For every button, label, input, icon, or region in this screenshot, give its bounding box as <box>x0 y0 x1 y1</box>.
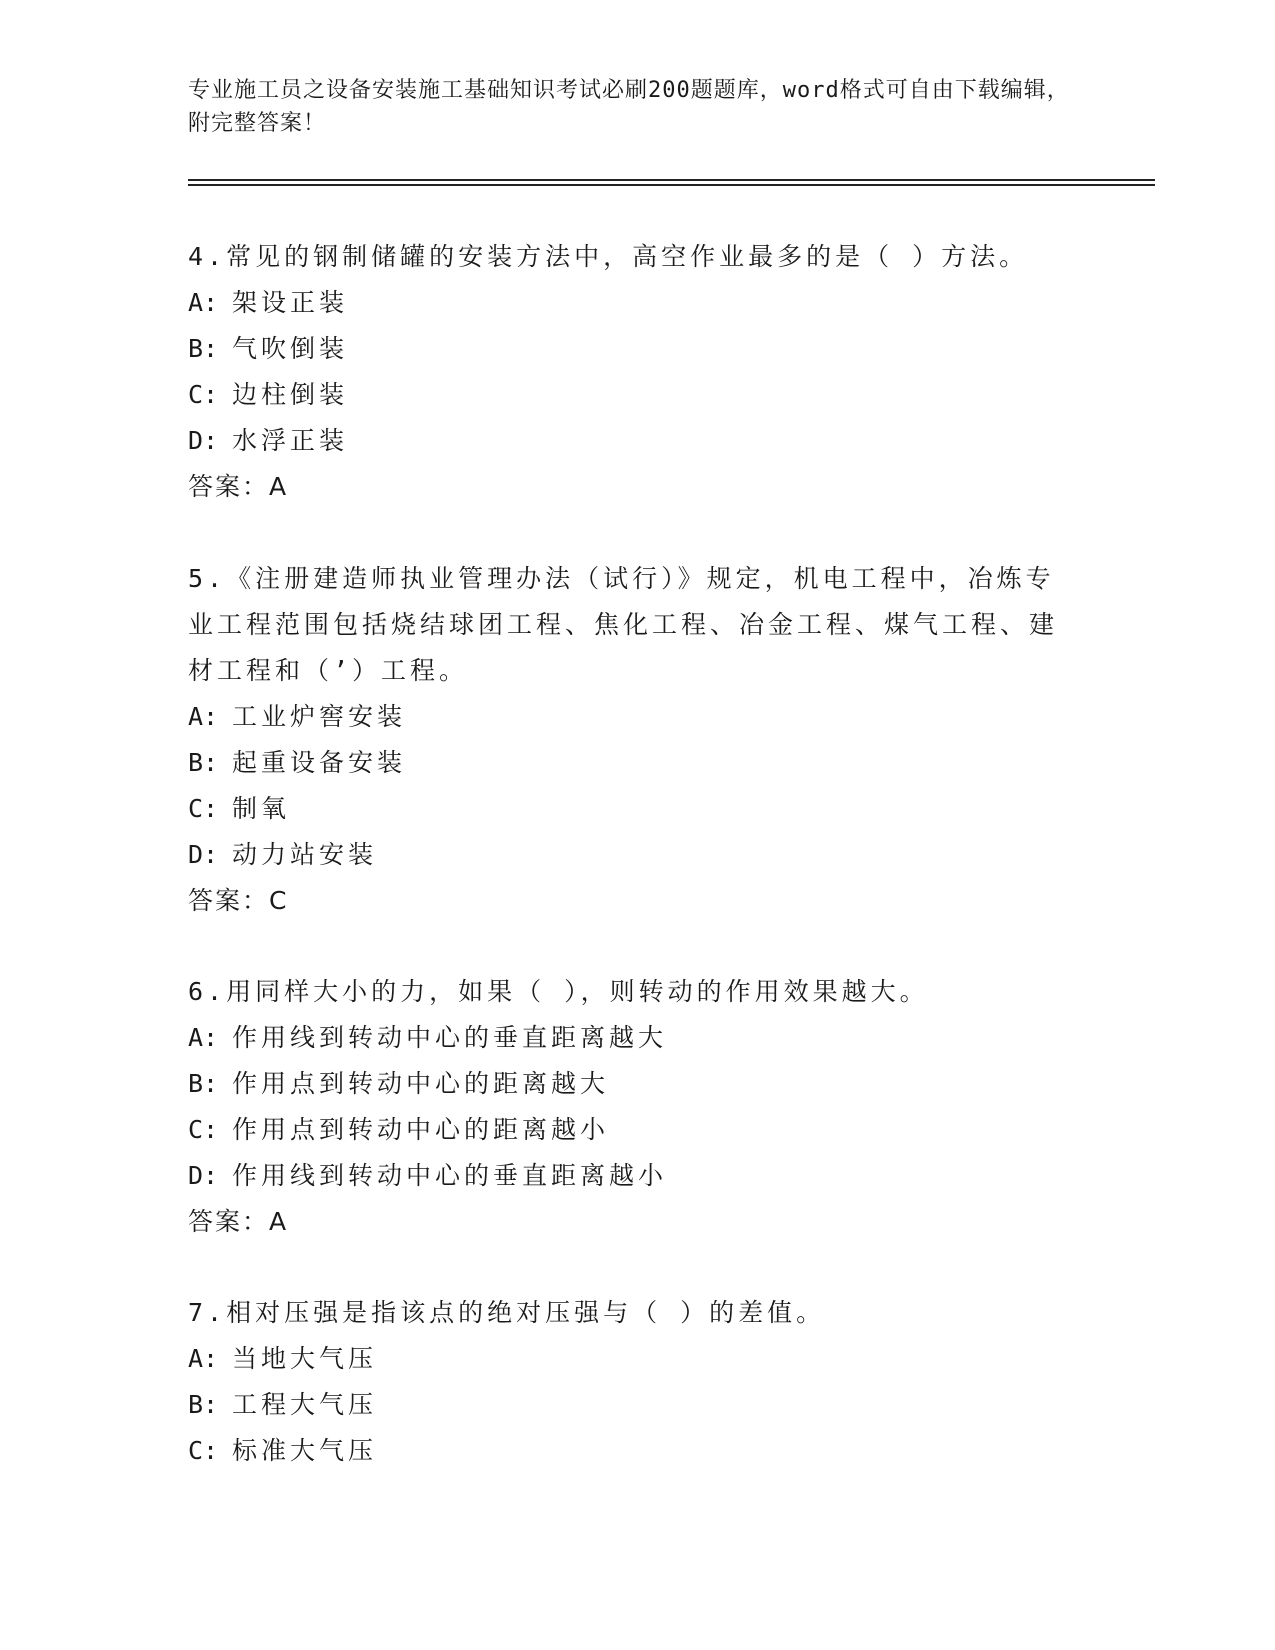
option-letter: D: <box>188 426 219 455</box>
option-text: 边柱倒装 <box>232 380 349 409</box>
option-d <box>188 418 1068 464</box>
question-stem: 4.常见的钢制储罐的安装方法中，高空作业最多的是（ ）方法。 <box>188 242 1029 271</box>
document-header: 专业施工员之设备安装施工基础知识考试必刷200题题库，word格式可自由下载编辑，附完整答案！ <box>188 78 1070 136</box>
option-a <box>188 1336 1068 1382</box>
option-text: 作用线到转动中心的垂直距离越大 <box>232 1023 668 1052</box>
question-stem: 7.相对压强是指该点的绝对压强与（ ）的差值。 <box>188 1298 826 1327</box>
option-text: 工业炉窖安装 <box>232 702 407 731</box>
option-text: 当地大气压 <box>232 1344 378 1373</box>
option-text: 起重设备安装 <box>232 748 407 777</box>
option-c <box>188 1428 1068 1474</box>
option-text: 作用点到转动中心的距离越大 <box>232 1069 610 1098</box>
answer-line: 答案：A <box>188 1207 289 1236</box>
option-letter: C: <box>188 794 219 823</box>
option-text: 制氧 <box>232 794 291 823</box>
option-b <box>188 326 1068 372</box>
option-a <box>188 694 1068 740</box>
question-7 <box>188 1290 1068 1474</box>
question-stem: 5.《注册建造师执业管理办法（试行）》规定，机电工程中，冶炼专业工程范围包括烧结球团工程、焦化工程、冶金工程、煤气工程、建材工程和（’）工程。 <box>188 564 1059 685</box>
question-stem: 6.用同样大小的力，如果（ ），则转动的作用效果越大。 <box>188 977 929 1006</box>
option-text: 作用点到转动中心的距离越小 <box>232 1115 610 1144</box>
option-text: 作用线到转动中心的垂直距离越小 <box>232 1161 668 1190</box>
option-d <box>188 832 1068 878</box>
question-5 <box>188 556 1068 924</box>
question-6 <box>188 969 1068 1245</box>
answer-line: 答案：C <box>188 886 289 915</box>
option-text: 气吹倒装 <box>232 334 349 363</box>
option-text: 水浮正装 <box>232 426 349 455</box>
option-a <box>188 280 1068 326</box>
option-b <box>188 1382 1068 1428</box>
option-letter: A: <box>188 1344 219 1373</box>
option-text: 动力站安装 <box>232 840 378 869</box>
option-d <box>188 1153 1068 1199</box>
option-letter: B: <box>188 1390 219 1419</box>
option-letter: D: <box>188 1161 219 1190</box>
header-divider-bottom <box>188 184 1155 186</box>
answer-line: 答案：A <box>188 472 289 501</box>
option-c <box>188 786 1068 832</box>
option-letter: B: <box>188 334 219 363</box>
question-4 <box>188 234 1068 510</box>
header-divider-top <box>188 179 1155 181</box>
option-letter: B: <box>188 1069 219 1098</box>
option-text: 工程大气压 <box>232 1390 378 1419</box>
option-b <box>188 1061 1068 1107</box>
option-letter: C: <box>188 380 219 409</box>
option-a <box>188 1015 1068 1061</box>
option-c <box>188 1107 1068 1153</box>
option-text: 架设正装 <box>232 288 349 317</box>
option-letter: C: <box>188 1436 219 1465</box>
option-c <box>188 372 1068 418</box>
option-letter: C: <box>188 1115 219 1144</box>
option-b <box>188 740 1068 786</box>
option-letter: A: <box>188 1023 219 1052</box>
option-letter: A: <box>188 702 219 731</box>
option-text: 标准大气压 <box>232 1436 378 1465</box>
option-letter: D: <box>188 840 219 869</box>
option-letter: A: <box>188 288 219 317</box>
option-letter: B: <box>188 748 219 777</box>
